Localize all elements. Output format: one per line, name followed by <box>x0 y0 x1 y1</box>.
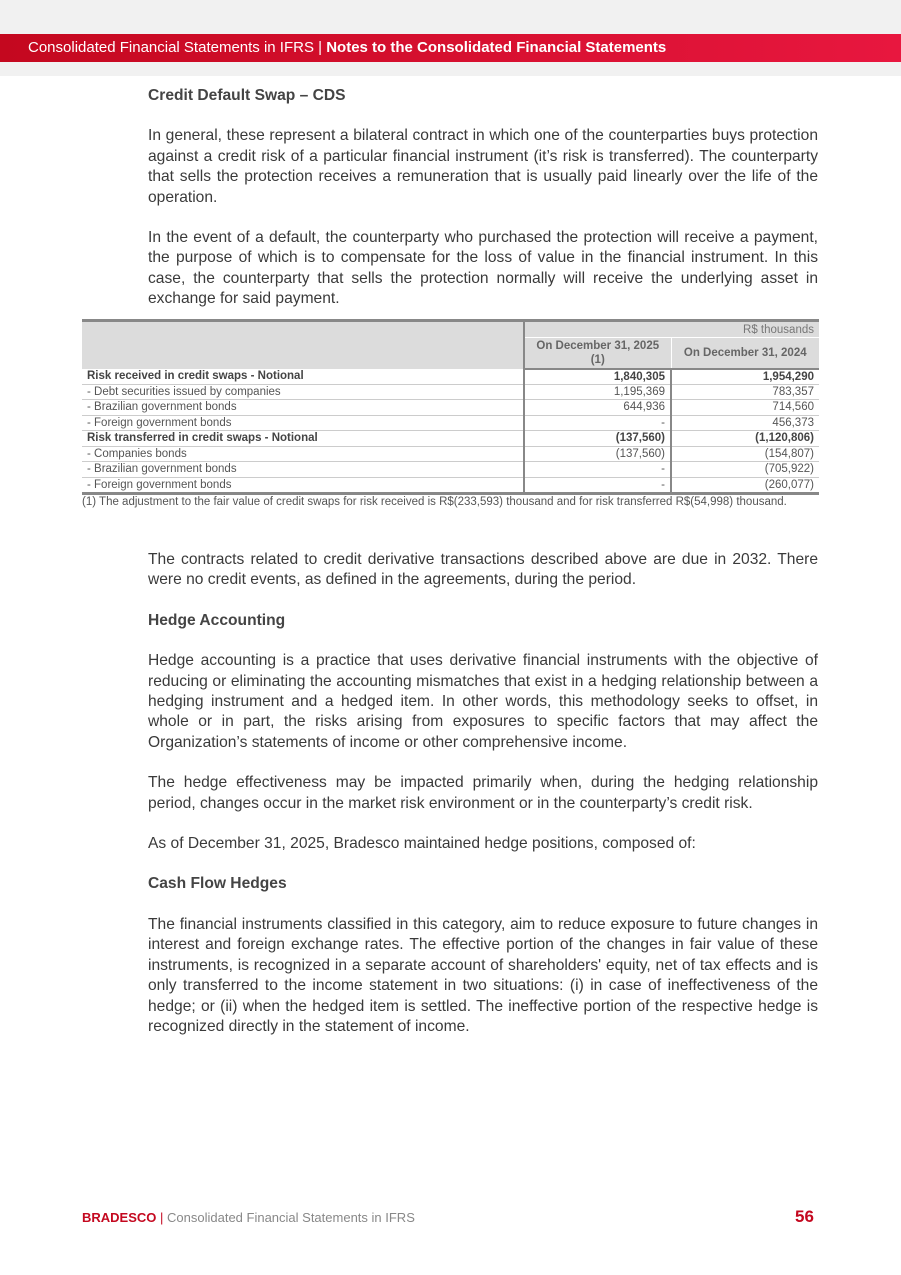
value-2025: - <box>524 462 671 478</box>
table-row <box>82 369 819 385</box>
hedge-title: Hedge Accounting <box>148 611 286 629</box>
table-row <box>82 431 819 447</box>
footer-brand: BRADESCO <box>82 1210 157 1225</box>
value-2024: (154,807) <box>671 446 819 462</box>
value-2024: 783,357 <box>671 384 819 400</box>
cds-paragraph-2: In the event of a default, the counterparty who purchased the protection will receive a payment, the purpose of which is to compensate for the loss of value in the financial instrument. In this case, the counterparty that sells the protection normally will receive the underlying asset in exchange for said payment. <box>148 229 818 308</box>
page-number: 56 <box>795 1207 814 1226</box>
value-2025: 644,936 <box>524 400 671 416</box>
value-2025: - <box>524 415 671 431</box>
footer-separator: | <box>156 1210 168 1225</box>
hedge-paragraph-3: As of December 31, 2025, Bradesco maintained hedge positions, composed of: <box>148 835 696 853</box>
table-row <box>82 384 819 400</box>
row-label: - Companies bonds <box>82 446 524 462</box>
row-label: - Debt securities issued by companies <box>82 384 524 400</box>
row-label: Risk received in credit swaps - Notional <box>82 369 524 385</box>
value-2025: 1,195,369 <box>524 384 671 400</box>
row-label: - Foreign government bonds <box>82 477 524 493</box>
after-table-paragraph: The contracts related to credit derivative transactions described above are due in 2032. There were no credit events, as defined in the agreements, during the period. <box>148 551 818 589</box>
col-2024: On December 31, 2024 <box>671 338 819 369</box>
header-chapter: Notes to the Consolidated Financial Statements <box>326 39 667 56</box>
footer-title: Consolidated Financial Statements in IFRS <box>167 1210 415 1225</box>
value-2024: 714,560 <box>671 400 819 416</box>
value-2025: (137,560) <box>524 431 671 447</box>
row-label: - Brazilian government bonds <box>82 462 524 478</box>
value-2024: 456,373 <box>671 415 819 431</box>
row-label: - Foreign government bonds <box>82 415 524 431</box>
header-blank <box>82 321 524 369</box>
cds-table <box>82 319 819 495</box>
value-2024: (260,077) <box>671 477 819 493</box>
cfh-paragraph-1: The financial instruments classified in this category, aim to reduce exposure to future changes in interest and foreign exchange rates. The effective portion of the changes in fair value of these instruments, is recognized in a separate account of shareholders' equity, net of tax effects and is only transferred to the income statement in two situations: (i) in case of ineffectiveness of the hedge; or (ii) when the hedged item is settled. The ineffective portion of the respective hedge is recognized directly in the statement of income. <box>148 915 818 1035</box>
value-2024: (1,120,806) <box>671 431 819 447</box>
cds-title: Credit Default Swap – CDS <box>148 87 346 104</box>
header-separator: | <box>313 39 327 56</box>
cds-paragraph-1: In general, these represent a bilateral contract in which one of the counterparties buys protection against a credit risk of a particular financial instrument (it’s risk is transferred). The counterparty that sells the protection receives a remuneration that is usually paid linearly over the life of the operation. <box>148 127 818 206</box>
row-label: - Brazilian government bonds <box>82 400 524 416</box>
value-2025: (137,560) <box>524 446 671 462</box>
row-label: Risk transferred in credit swaps - Notional <box>82 431 524 447</box>
table-row <box>82 400 819 416</box>
table-row <box>82 415 819 431</box>
table-footnote: (1) The adjustment to the fair value of credit swaps for risk received is R$(233,593) thousand and for risk transferred R$(54,998) thousand. <box>82 496 787 508</box>
footer <box>82 1210 415 1225</box>
header-section: Consolidated Financial Statements in IFRS <box>28 39 314 56</box>
value-2024: 1,954,290 <box>671 369 819 385</box>
table-row <box>82 462 819 478</box>
header-banner <box>0 34 901 62</box>
hedge-paragraph-2: The hedge effectiveness may be impacted primarily when, during the hedging relationship period, changes occur in the market risk environment or in the counterparty’s credit risk. <box>148 774 818 812</box>
cds-section <box>148 86 818 310</box>
value-2025: - <box>524 477 671 493</box>
table-row <box>82 477 819 493</box>
hedge-paragraph-1: Hedge accounting is a practice that uses derivative financial instruments with the objective of reducing or eliminating the accounting mismatches that exist in a hedging relationship between a hedging instrument and a hedged item. In other words, this methodology seeks to offset, in whole or in part, the risks arising from exposures to specific factors that may affect the Organization’s statements of income or other comprehensive income. <box>148 652 818 751</box>
hedge-section <box>148 550 818 1037</box>
value-2024: (705,922) <box>671 462 819 478</box>
unit-label: R$ thousands <box>524 321 819 338</box>
cfh-title: Cash Flow Hedges <box>148 875 287 893</box>
table-row <box>82 446 819 462</box>
col-2025: On December 31, 2025 (1) <box>524 338 671 369</box>
value-2025: 1,840,305 <box>524 369 671 385</box>
